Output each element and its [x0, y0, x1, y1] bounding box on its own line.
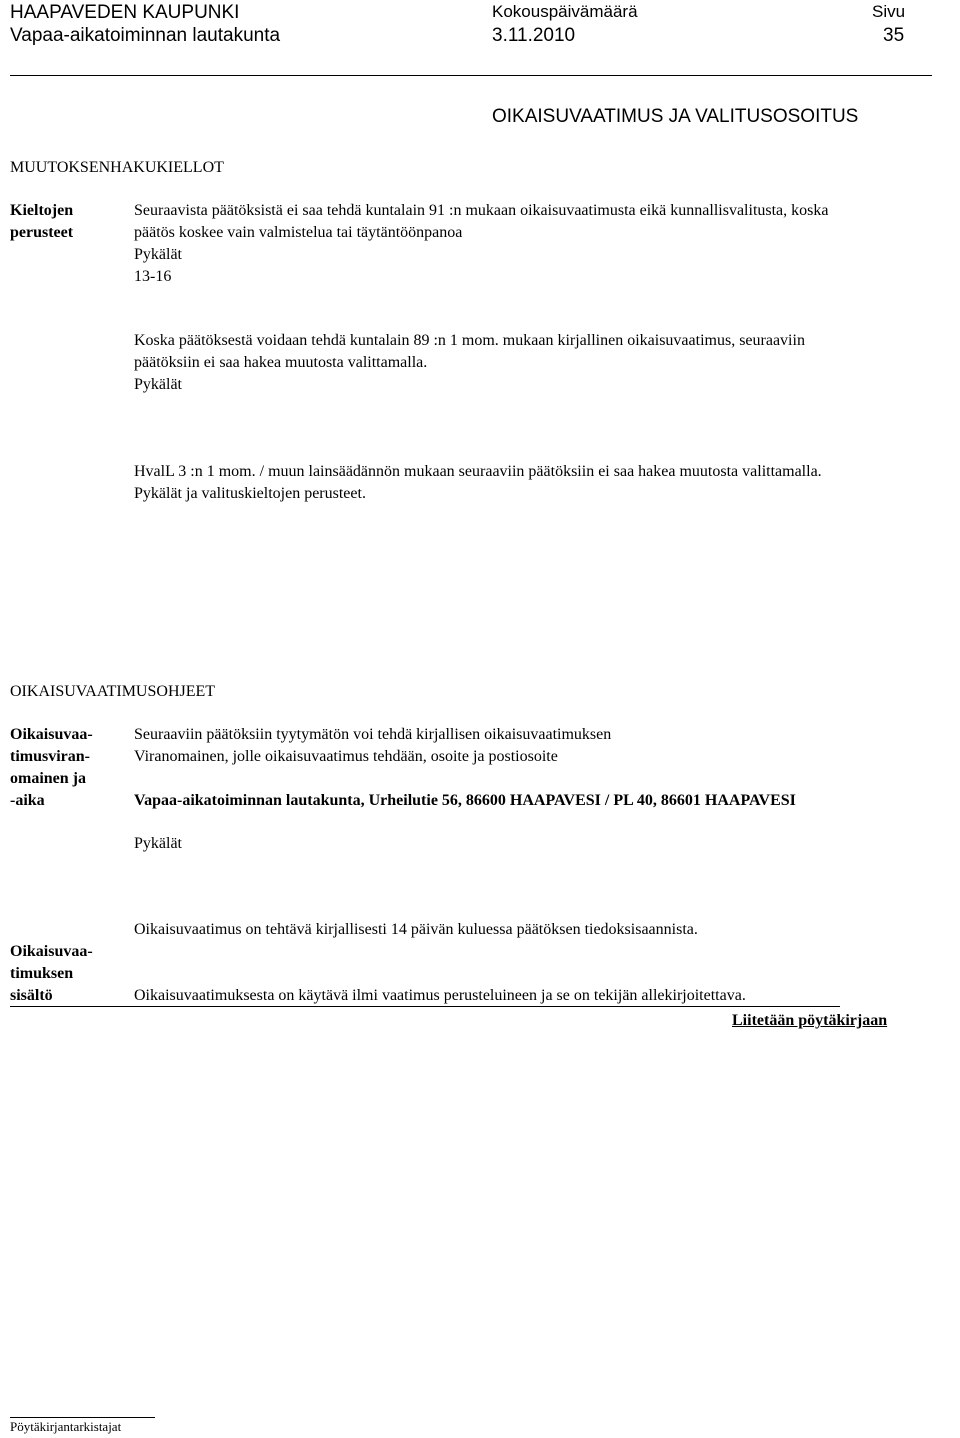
sections-label: Pykälät ja valituskieltojen perusteet.	[134, 485, 366, 502]
page-number: 35	[883, 25, 905, 46]
authority-address: Vapaa-aikatoiminnan lautakunta, Urheilutie 56, 86600 HAAPAVESI / PL 40, 86601 HAAPAVESI	[134, 792, 796, 809]
content-requirements: Oikaisuvaatimuksesta on käytävä ilmi vaatimus perusteluineen ja se on tekijän allekirjoitettava.	[134, 987, 746, 1004]
attached-note: Liitetään pöytäkirjaan	[732, 1012, 888, 1029]
org-name: HAAPAVEDEN KAUPUNKI	[10, 2, 240, 23]
sections-label: Pykälät	[134, 246, 182, 263]
restrictions-side-label: Kieltojen perusteet	[10, 202, 74, 241]
content-side-label: Oikaisuvaa- timuksen sisältö	[10, 943, 93, 1004]
date-label: Kokouspäivämäärä	[492, 2, 638, 21]
footer-rule	[10, 1417, 155, 1418]
meeting-date: 3.11.2010	[492, 25, 576, 46]
page-title: OIKAISUVAATIMUS JA VALITUSOSOITUS	[492, 106, 859, 127]
authority-side-label: Oikaisuvaa- timusviran- omainen ja -aika	[10, 726, 93, 809]
restrictions-heading: MUUTOKSENHAKUKIELLOT	[10, 159, 224, 176]
instructions-heading: OIKAISUVAATIMUSOHJEET	[10, 683, 216, 700]
content-deadline: Oikaisuvaatimus on tehtävä kirjallisesti 14 päivän kuluessa päätöksen tiedoksisaannista.	[134, 921, 698, 938]
restrictions-paragraph-1: Seuraavista päätöksistä ei saa tehdä kuntalain 91 :n mukaan oikaisuvaatimusta eikä kunnallisvalitusta, koska päätös koskee vain valmistelua tai täytäntöönpanoa Pykälät 13-16	[134, 200, 828, 288]
board-name: Vapaa-aikatoiminnan lautakunta	[10, 25, 281, 46]
content-rule	[10, 1006, 840, 1007]
restrictions-paragraph-2: Koska päätöksestä voidaan tehdä kuntalain 89 :n 1 mom. mukaan kirjallinen oikaisuvaatimus, seuraaviin päätöksiin ei saa hakea muutosta valittamalla. Pykälät	[134, 330, 805, 396]
restrictions-paragraph-3: HvalL 3 :n 1 mom. / muun lainsäädännön mukaan seuraaviin päätöksiin ei saa hakea muutosta valittamalla. Pykälät ja valituskieltojen perusteet.	[134, 461, 822, 505]
authority-sections-label: Pykälät	[134, 835, 182, 852]
header-rule	[10, 75, 932, 76]
sections-label: Pykälät	[134, 376, 182, 393]
authority-text: Seuraaviin päätöksiin tyytymätön voi tehdä kirjallisen oikaisuvaatimuksen Viranomainen, jolle oikaisuvaatimus tehdään, osoite ja postiosoite	[134, 726, 612, 765]
sections-value: 13-16	[134, 268, 172, 285]
footer-checkers: Pöytäkirjantarkistajat	[10, 1419, 122, 1434]
page-label: Sivu	[872, 2, 906, 21]
